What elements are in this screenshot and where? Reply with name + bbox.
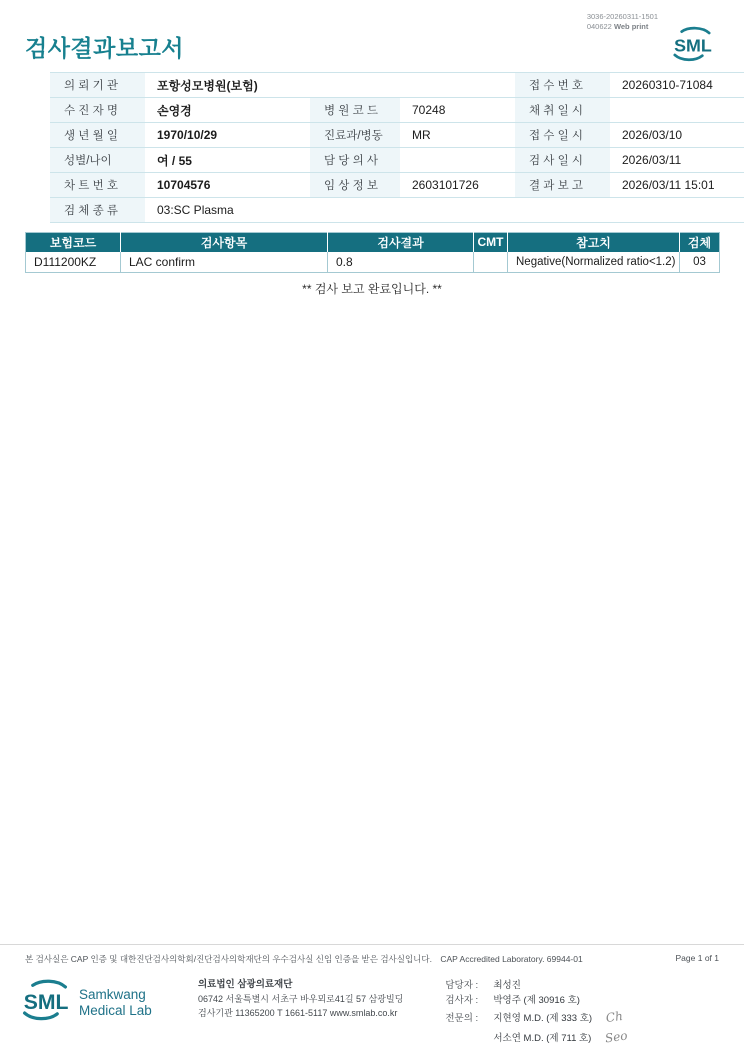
print-type-label: Web print [613, 22, 649, 32]
staff-name: 지현영 M.D. (제 333 호) [493, 1013, 593, 1025]
value-clinical-info: 2603101726 [400, 173, 515, 198]
lab-name-line2: Medical Lab [79, 1002, 152, 1018]
info-row-client [50, 73, 744, 98]
document-code: 040622 [586, 22, 612, 32]
result-specimen: 03 [680, 252, 720, 273]
info-row-chart-number [50, 173, 744, 198]
report-footer [0, 944, 744, 1052]
sml-logo-footer-icon [18, 978, 72, 1027]
staff-name: 서소연 M.D. (제 711 호) [493, 1032, 592, 1044]
staff-row-manager [445, 978, 628, 993]
label-doctor: 담 당 의 사 [310, 148, 400, 173]
logo-text: SML [674, 35, 712, 56]
staff-name: 박영주 (제 30916 호) [493, 995, 580, 1007]
document-code-line [587, 22, 658, 32]
document-meta [587, 12, 658, 32]
cap-notice: 본 검사실은 CAP 인증 및 대한진단검사의학회/진단검사의학재단의 우수검사실 신임 인증을 받은 검사실입니다. [25, 954, 432, 964]
accreditation-line [0, 945, 744, 965]
label-birthdate: 생 년 월 일 [50, 123, 145, 148]
label-receipt-datetime: 접 수 일 시 [515, 123, 610, 148]
signature-ch: Ch [605, 1009, 624, 1026]
label-collection-datetime: 채 취 일 시 [515, 98, 610, 123]
lab-name [79, 987, 152, 1017]
page-number: Page 1 of 1 [675, 953, 719, 963]
result-row [26, 252, 720, 273]
result-cmt [474, 252, 508, 273]
organization-name: 의료법인 삼광의료재단 [198, 979, 293, 990]
results-header-row [26, 233, 720, 252]
label-receipt-number: 접 수 번 호 [515, 73, 610, 98]
organization-address: 06742 서울특별시 서초구 바우뫼로41길 57 삼광빌딩 [198, 993, 404, 1004]
result-test-item: LAC confirm [121, 252, 328, 273]
results-table [25, 232, 720, 273]
staff-row-specialist-2 [445, 1028, 628, 1047]
value-chart-number: 10704576 [145, 173, 310, 198]
signature-seo: Seo [604, 1028, 629, 1046]
label-result-report: 결 과 보 고 [515, 173, 610, 198]
value-test-datetime: 2026/03/11 [610, 148, 744, 173]
results-section [25, 232, 719, 273]
footer-logo-text: SML [23, 990, 69, 1014]
value-receipt-number: 20260310-71084 [610, 73, 744, 98]
staff-role: 검사자 : [445, 995, 479, 1007]
value-specimen-type: 03:SC Plasma [145, 198, 744, 223]
page-title: 검사결과보고서 [25, 35, 185, 61]
sml-logo-icon [670, 25, 714, 68]
result-reference-range: Negative(Normalized ratio<1.2) [508, 252, 680, 273]
lab-name-line1: Samkwang [79, 987, 146, 1003]
value-result-report: 2026/03/11 15:01 [610, 173, 744, 198]
value-patient-name: 손영경 [145, 98, 310, 123]
header-test-item: 검사항목 [121, 233, 328, 252]
accreditation-text [25, 953, 583, 965]
staff-role: 담당자 : [445, 980, 479, 991]
value-hospital-code: 70248 [400, 98, 515, 123]
staff-row-specialist-1 [445, 1008, 628, 1027]
report-header [0, 0, 744, 70]
info-row-birthdate [50, 123, 744, 148]
label-clinical-info: 임 상 정 보 [310, 173, 400, 198]
organization-contact: 검사기관 11365200 T 1661-5117 www.smlab.co.kr [198, 1007, 398, 1018]
label-hospital-code: 병 원 코 드 [310, 98, 400, 123]
footer-main [0, 965, 744, 1047]
staff-row-examiner [445, 993, 628, 1008]
label-sex-age: 성별/나이 [50, 148, 145, 173]
info-row-specimen-type [50, 198, 744, 223]
document-number: 3036-20260311-1501 [586, 12, 658, 21]
value-department-ward: MR [400, 123, 515, 148]
label-chart-number: 차 트 번 호 [50, 173, 145, 198]
header-cmt: CMT [474, 233, 508, 252]
info-row-sex-age [50, 148, 744, 173]
info-row-patient-name [50, 98, 744, 123]
value-receipt-datetime: 2026/03/10 [610, 123, 744, 148]
cap-accreditation: CAP Accredited Laboratory. 69944-01 [440, 954, 583, 964]
organization-info [198, 978, 403, 1021]
patient-info-table [50, 72, 744, 223]
value-sex-age: 여 / 55 [145, 148, 310, 173]
staff-role: 전문의 : [445, 1013, 479, 1025]
label-patient-name: 수 진 자 명 [50, 98, 145, 123]
value-client-org: 포항성모병원(보험) [145, 73, 515, 98]
footer-logo-block [18, 978, 186, 1027]
header-reference-range: 참고치 [508, 233, 680, 252]
result-test-result: 0.8 [328, 252, 474, 273]
label-test-datetime: 검 사 일 시 [515, 148, 610, 173]
header-test-result: 검사결과 [328, 233, 474, 252]
header-specimen: 검체 [680, 233, 720, 252]
label-client-org: 의 뢰 기 관 [50, 73, 145, 98]
value-doctor [400, 148, 515, 173]
staff-name: 최성진 [493, 980, 521, 991]
staff-info [445, 978, 628, 1047]
label-department-ward: 진료과/병동 [310, 123, 400, 148]
patient-info-section [25, 72, 719, 223]
report-complete-message: ** 검사 보고 완료입니다. ** [302, 282, 442, 296]
label-specimen-type: 검 체 종 류 [50, 198, 145, 223]
value-collection-datetime [610, 98, 744, 123]
result-insurance-code: D111200KZ [34, 254, 97, 269]
value-birthdate: 1970/10/29 [145, 123, 310, 148]
header-insurance-code: 보험코드 [26, 233, 121, 252]
